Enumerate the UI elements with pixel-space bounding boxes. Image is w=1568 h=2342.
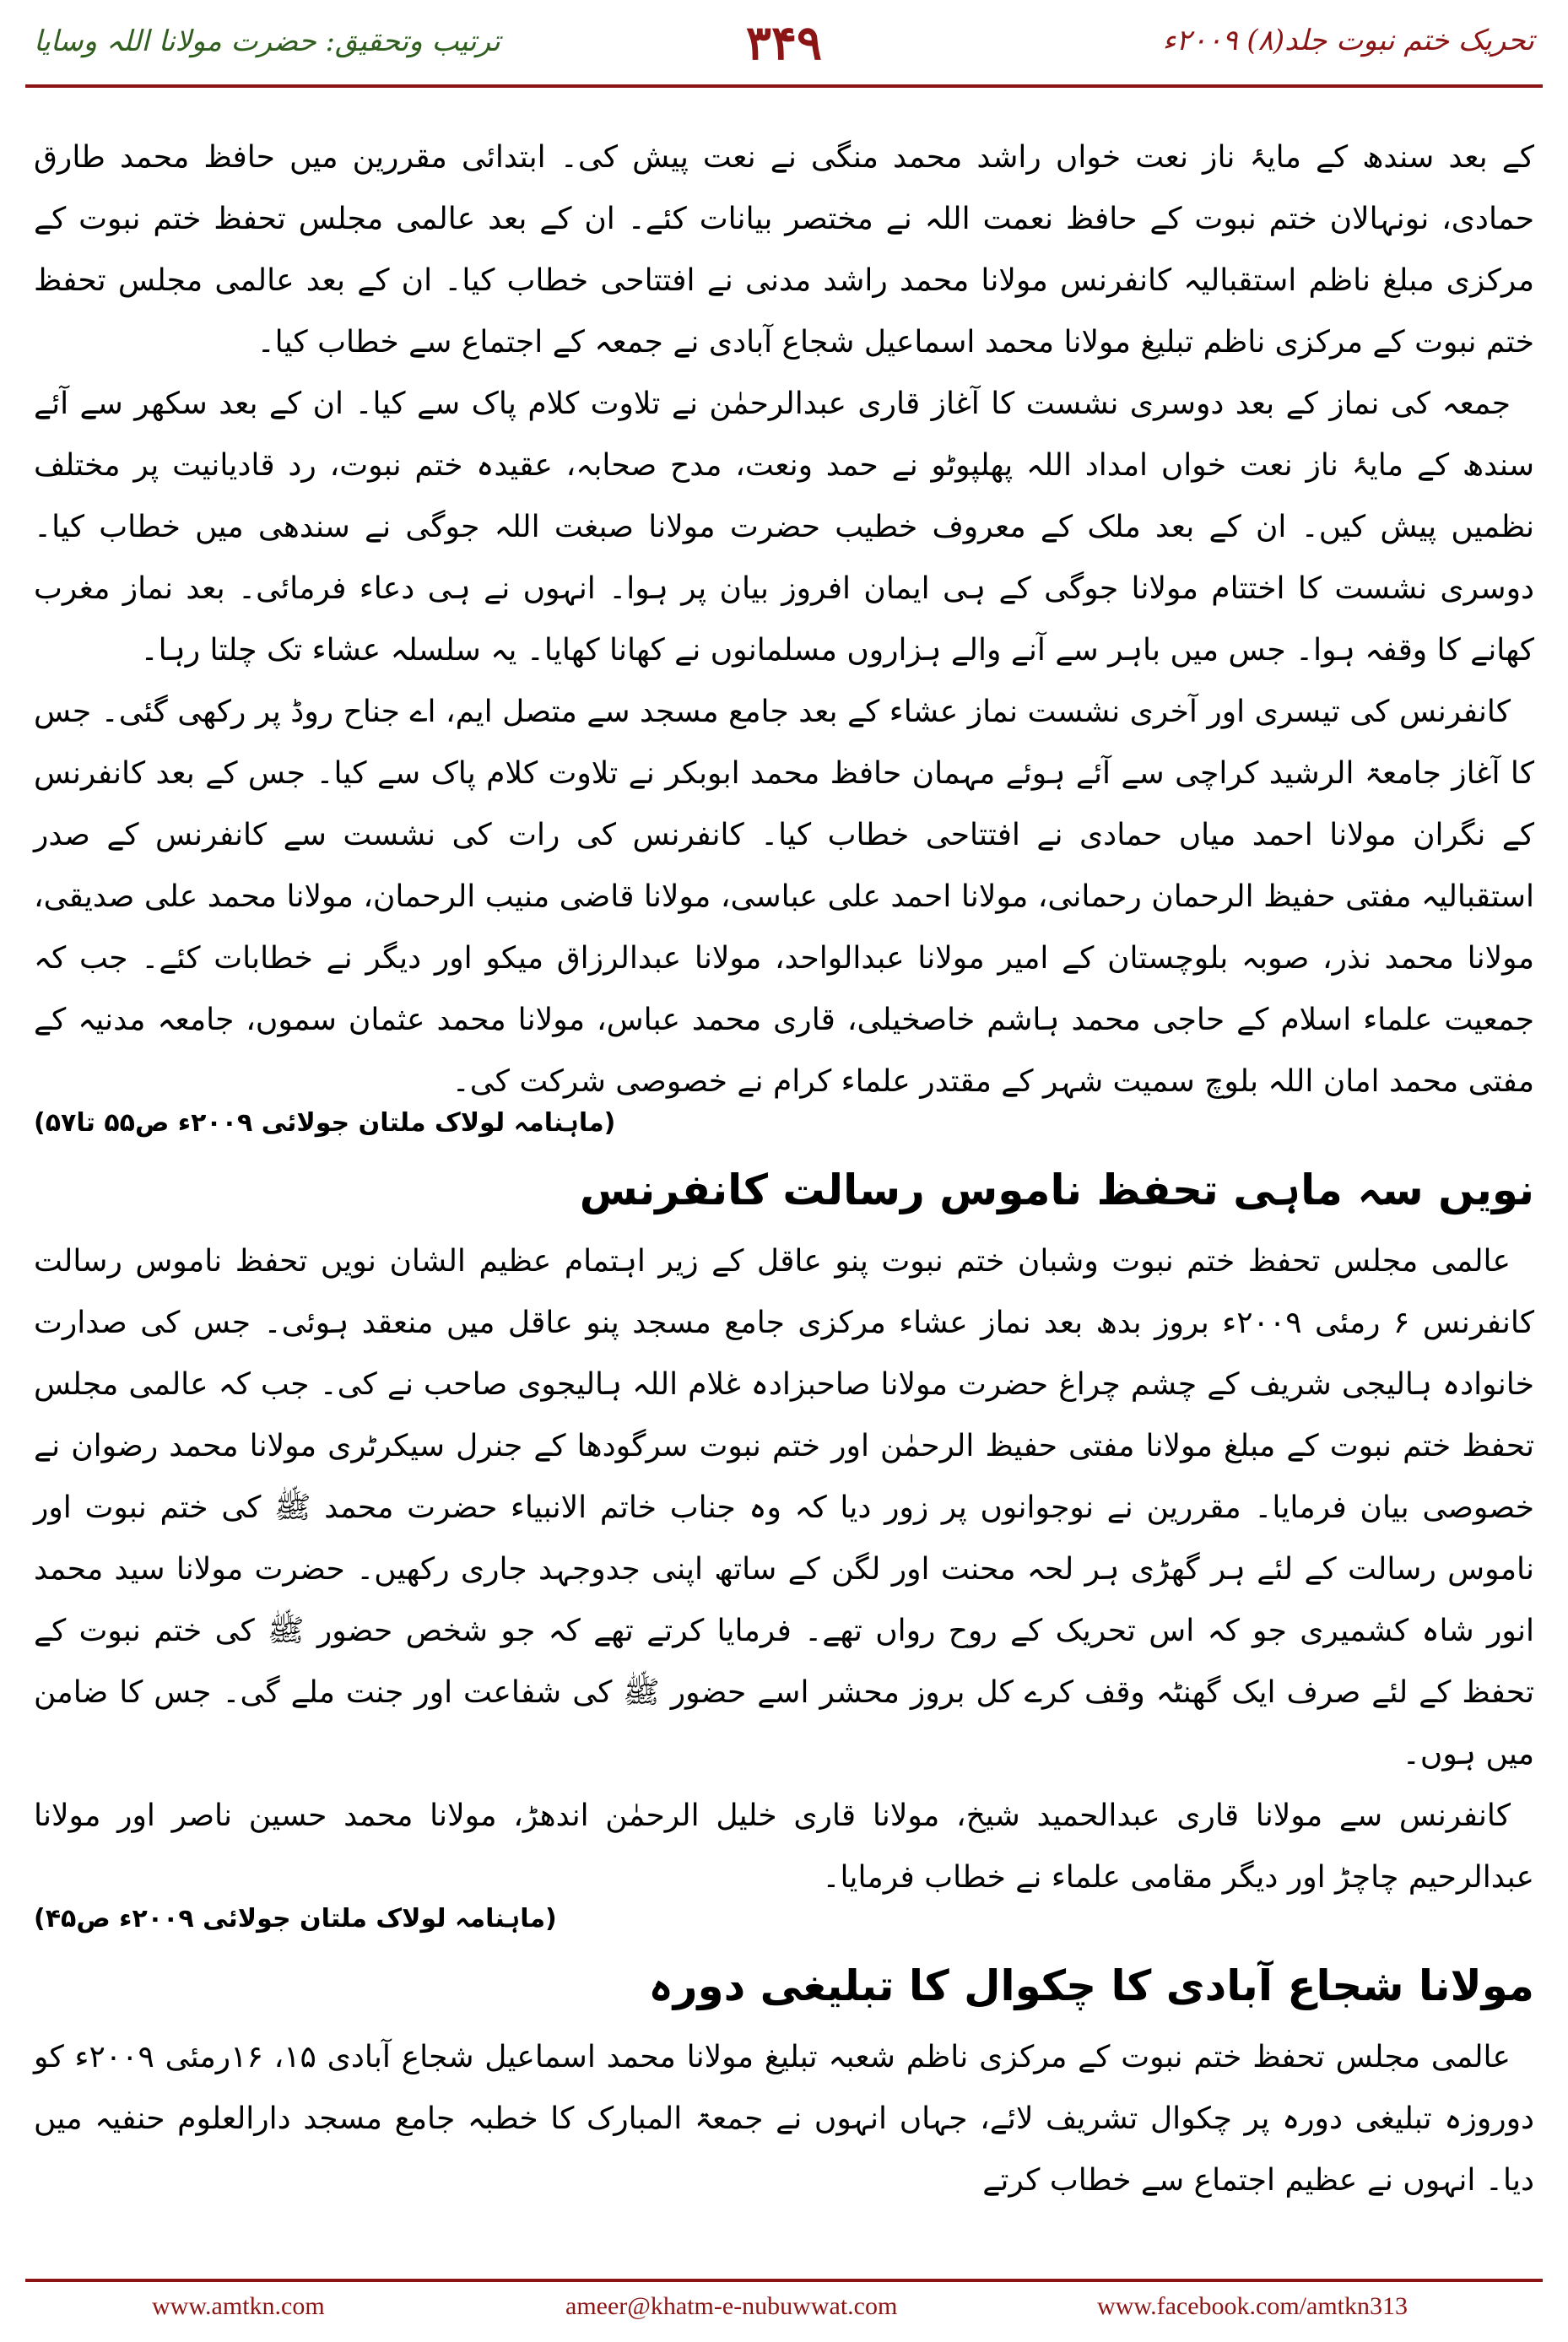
page-number: ۳۴۹ <box>745 15 823 71</box>
paragraph: کے بعد سندھ کے مایۂ ناز نعت خواں راشد محمد منگی نے نعت پیش کی۔ ابتدائی مقررین میں حافظ محمد طارق حمادی، نونہالان ختم نبوت کے حافظ نعمت اللہ نے مختصر بیانات کئے۔ ان کے بعد عالمی مجلس تحفظ ختم نبوت کے مرکزی مبلغ ناظم استقبالیہ کانفرنس مولانا محمد راشد مدنی نے افتتاحی خطاب کیا۔ ان کے بعد عالمی مجلس تحفظ ختم نبوت کے مرکزی ناظم تبلیغ مولانا محمد اسماعیل شجاع آبادی نے جمعہ کے اجتماع سے خطاب کیا۔ <box>34 140 1534 360</box>
header-divider <box>25 84 1543 88</box>
page-header <box>0 0 1568 93</box>
header-book-title: تحریک ختم نبوت جلد(۸) ۲۰۰۹ء <box>1162 24 1534 57</box>
email-link[interactable]: ameer@khatm-e-nubuwwat.com <box>565 2292 898 2320</box>
paragraph: جمعہ کی نماز کے بعد دوسری نشست کا آغاز قاری عبدالرحمٰن نے تلاوت کلام پاک سے کیا۔ ان کے بعد سکھر سے آئے سندھ کے مایۂ ناز نعت خواں امداد اللہ پھلپوٹو نے حمد ونعت، مدح صحابہ، عقیدہ ختم نبوت، رد قادیانیت پر مختلف نظمیں پیش کیں۔ ان کے بعد ملک کے معروف خطیب حضرت مولانا صبغت اللہ جوگی نے سندھی میں خطاب کیا۔ دوسری نشست کا اختتام مولانا جوگی کے ہی ایمان افروز بیان پر ہوا۔ انہوں نے ہی دعاء فرمائی۔ بعد نماز مغرب کھانے کا وقفہ ہوا۔ جس میں باہر سے آنے والے ہزاروں مسلمانوں نے کھانا کھایا۔ یہ سلسلہ عشاء تک چلتا رہا۔ <box>34 387 1534 668</box>
source-citation: (ماہنامہ لولاک ملتان جولائی ۲۰۰۹ء ص۴۵) <box>34 1904 557 1934</box>
website-link[interactable]: www.amtkn.com <box>152 2292 325 2320</box>
paragraph: کانفرنس سے مولانا قاری عبدالحمید شیخ، مولانا قاری خلیل الرحمٰن اندھڑ، مولانا محمد حسین ناصر اور مولانا عبدالرحیم چاچڑ اور دیگر مقامی علماء نے خطاب فرمایا۔ <box>34 1798 1534 1895</box>
paragraph: عالمی مجلس تحفظ ختم نبوت وشبان ختم نبوت پنو عاقل کے زیر اہتمام عظیم الشان نویں تحفظ ناموس رسالت کانفرنس ۶ رمئی ۲۰۰۹ء بروز بدھ بعد نماز عشاء مرکزی جامع مسجد پنو عاقل میں منعقد ہوئی۔ جس کی صدارت خانوادہ ہالیجی شریف کے چشم چراغ حضرت مولانا صاحبزادہ غلام اللہ ہالیجوی صاحب نے کی۔ جب کہ عالمی مجلس تحفظ ختم نبوت کے مبلغ مولانا مفتی حفیظ الرحمٰن اور ختم نبوت سرگودھا کے جنرل سیکرٹری مولانا محمد رضوان نے خصوصی بیان فرمایا۔ مقررین نے نوجوانوں پر زور دیا کہ وہ جناب خاتم الانبیاء حضرت محمد ﷺ کی ختم نبوت اور ناموس رسالت کے لئے ہر گھڑی ہر لحہ محنت اور لگن کے ساتھ اپنی جدوجہد جاری رکھیں۔ حضرت مولانا سید محمد انور شاہ کشمیری جو کہ اس تحریک کے روح رواں تھے۔ فرمایا کرتے تھے کہ جو شخص حضور ﷺ کی ختم نبوت کے تحفظ کے لئے صرف ایک گھنٹہ وقف کرے کل بروز محشر اسے حضور ﷺ کی شفاعت اور جنت ملے گی۔ جس کا ضامن میں ہوں۔ <box>34 1244 1534 1771</box>
header-compiler: ترتیب وتحقیق: حضرت مولانا اللہ وسایا <box>34 24 500 58</box>
paragraph: کانفرنس کی تیسری اور آخری نشست نماز عشاء کے بعد جامع مسجد سے متصل ایم، اے جناح روڈ پر رکھی گئی۔ جس کا آغاز جامعۃ الرشید کراچی سے آئے ہوئے مہمان حافظ محمد ابوبکر نے تلاوت کلام پاک سے کیا۔ جس کے بعد کانفرنس کے نگران مولانا احمد میاں حمادی نے افتتاحی خطاب کیا۔ کانفرنس کی رات کی نشست سے کانفرنس کے صدر استقبالیہ مفتی حفیظ الرحمان رحمانی، مولانا احمد علی عباسی، مولانا قاضی منیب الرحمان، مولانا محمد علی صدیقی، مولانا محمد نذر، صوبہ بلوچستان کے امیر مولانا عبدالواحد، مولانا عبدالرزاق میکو اور دیگر نے خطابات کئے۔ جب کہ جمعیت علماء اسلام کے حاجی محمد ہاشم خاصخیلی، قاری محمد عباس، مولانا محمد عثمان سموں، جامعہ مدنیہ کے مفتی محمد امان اللہ بلوچ سمیت شہر کے مقتدر علماء کرام نے خصوصی شرکت کی۔ <box>34 695 1534 1099</box>
footer-divider <box>25 2279 1543 2282</box>
facebook-link[interactable]: www.facebook.com/amtkn313 <box>1097 2292 1408 2320</box>
page-footer <box>25 2287 1543 2329</box>
section-heading: نویں سہ ماہی تحفظ ناموس رسالت کانفرنس <box>579 1166 1534 1214</box>
paragraph: عالمی مجلس تحفظ ختم نبوت کے مرکزی ناظم شعبہ تبلیغ مولانا محمد اسماعیل شجاع آبادی ۱۵، ۱۶رمئی ۲۰۰۹ء کو دوروزہ تبلیغی دورہ پر چکوال تشریف لائے، جہاں انہوں نے جمعۃ المبارک کا خطبہ جامع مسجد دارالعلوم حنفیہ میں دیا۔ انہوں نے عظیم اجتماع سے خطاب کرتے <box>34 2040 1534 2198</box>
page-body <box>34 127 1534 2211</box>
source-citation: (ماہنامہ لولاک ملتان جولائی ۲۰۰۹ء ص۵۵ تا۵۷) <box>34 1108 616 1138</box>
section-heading: مولانا شجاع آبادی کا چکوال کا تبلیغی دورہ <box>648 1961 1534 2010</box>
